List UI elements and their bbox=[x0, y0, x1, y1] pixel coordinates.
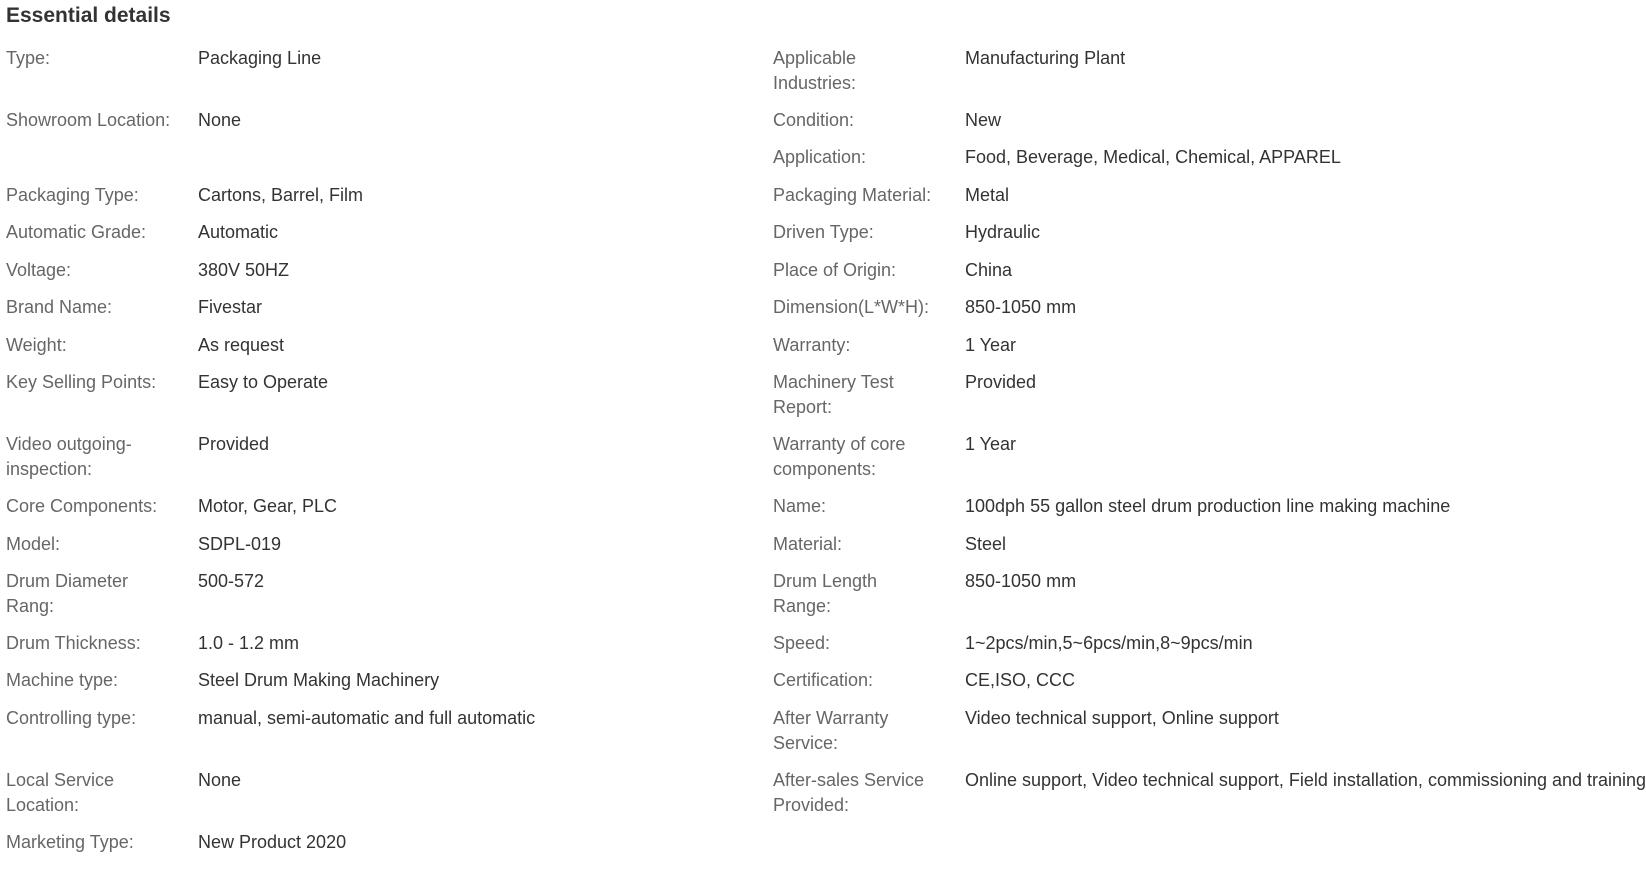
detail-value: CE,ISO, CCC bbox=[965, 670, 1076, 690]
detail-label: Drum Thickness: bbox=[6, 633, 141, 653]
detail-value: Automatic bbox=[198, 222, 279, 242]
detail-label: Model: bbox=[6, 534, 61, 554]
detail-label: Key Selling Points: bbox=[6, 372, 157, 392]
detail-value: New Product 2020 bbox=[198, 832, 347, 852]
detail-value: Fivestar bbox=[198, 297, 263, 317]
detail-label: Dimension(L*W*H): bbox=[773, 297, 930, 317]
detail-label: Weight: bbox=[6, 335, 67, 355]
detail-label: Core Components: bbox=[6, 496, 158, 516]
section-title: Essential details bbox=[6, 4, 171, 27]
detail-value: Manufacturing Plant bbox=[965, 48, 1126, 68]
detail-label: Applicable Industries: bbox=[773, 48, 857, 93]
detail-value: None bbox=[198, 110, 242, 130]
detail-label: Condition: bbox=[773, 110, 855, 130]
detail-value: None bbox=[198, 770, 242, 790]
detail-label: Video outgoing-inspection: bbox=[6, 434, 132, 479]
detail-label: Packaging Type: bbox=[6, 185, 139, 205]
detail-value: SDPL-019 bbox=[198, 534, 282, 554]
detail-label: Warranty: bbox=[773, 335, 851, 355]
detail-value: New bbox=[965, 110, 1002, 130]
detail-value: Steel Drum Making Machinery bbox=[198, 670, 440, 690]
detail-label: Automatic Grade: bbox=[6, 222, 147, 242]
detail-label: Marketing Type: bbox=[6, 832, 134, 852]
detail-value: manual, semi-automatic and full automatic bbox=[198, 708, 536, 728]
detail-value: 380V 50HZ bbox=[198, 260, 290, 280]
detail-label: Machinery Test Report: bbox=[773, 372, 894, 417]
detail-value: 1.0 - 1.2 mm bbox=[198, 633, 300, 653]
detail-label: Machine type: bbox=[6, 670, 119, 690]
detail-value: Provided bbox=[198, 434, 270, 454]
detail-value: Hydraulic bbox=[965, 222, 1041, 242]
detail-label: Type: bbox=[6, 48, 51, 68]
detail-label: Voltage: bbox=[6, 260, 72, 280]
detail-value: Easy to Operate bbox=[198, 372, 329, 392]
detail-label: Warranty of core components: bbox=[773, 434, 906, 479]
detail-label: After Warranty Service: bbox=[773, 708, 889, 753]
detail-value: Food, Beverage, Medical, Chemical, APPAREL bbox=[965, 147, 1341, 167]
detail-label: Local Service Location: bbox=[6, 770, 115, 815]
detail-label: Packaging Material: bbox=[773, 185, 932, 205]
detail-label: Drum Diameter Rang: bbox=[6, 571, 129, 616]
detail-label: Name: bbox=[773, 496, 827, 516]
detail-value: 1 Year bbox=[965, 335, 1017, 355]
detail-value: Video technical support, Online support bbox=[965, 708, 1279, 728]
detail-label: Drum Length Range: bbox=[773, 571, 878, 616]
detail-label: Place of Origin: bbox=[773, 260, 897, 280]
detail-label: Brand Name: bbox=[6, 297, 113, 317]
detail-value: China bbox=[965, 260, 1013, 280]
detail-value: Online support, Video technical support, Field installation, commissioning and training bbox=[965, 770, 1646, 790]
detail-value: Provided bbox=[965, 372, 1037, 392]
detail-value: 100dph 55 gallon steel drum production line making machine bbox=[965, 496, 1451, 516]
detail-value: 500-572 bbox=[198, 571, 265, 591]
detail-value: 850-1050 mm bbox=[965, 571, 1077, 591]
detail-value: As request bbox=[198, 335, 285, 355]
detail-label: Application: bbox=[773, 147, 867, 167]
detail-label: Showroom Location: bbox=[6, 110, 171, 130]
detail-label: Certification: bbox=[773, 670, 874, 690]
detail-value: 1 Year bbox=[965, 434, 1017, 454]
detail-value: Steel bbox=[965, 534, 1007, 554]
detail-label: Speed: bbox=[773, 633, 831, 653]
detail-value: Cartons, Barrel, Film bbox=[198, 185, 364, 205]
detail-label: Material: bbox=[773, 534, 843, 554]
detail-value: Motor, Gear, PLC bbox=[198, 496, 338, 516]
detail-value: Metal bbox=[965, 185, 1010, 205]
detail-value: 850-1050 mm bbox=[965, 297, 1077, 317]
detail-value: 1~2pcs/min,5~6pcs/min,8~9pcs/min bbox=[965, 633, 1253, 653]
detail-label: Driven Type: bbox=[773, 222, 874, 242]
detail-label: Controlling type: bbox=[6, 708, 137, 728]
detail-value: Packaging Line bbox=[198, 48, 322, 68]
detail-label: After-sales Service Provided: bbox=[773, 770, 925, 815]
